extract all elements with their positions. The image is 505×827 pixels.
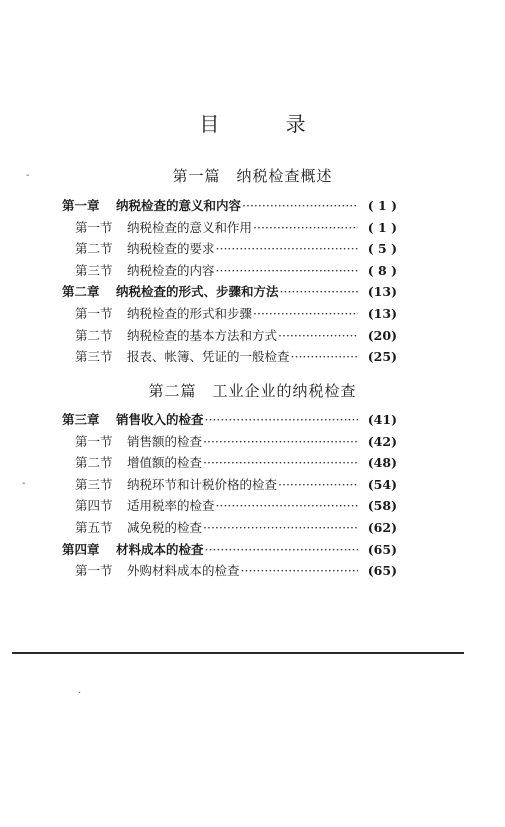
section-title: 报表、帐簿、凭证的一般检查	[127, 349, 290, 365]
section-number: 第一节	[75, 219, 113, 235]
page-number: ( 1 )	[367, 219, 397, 235]
dot-leader	[242, 198, 358, 213]
section-title: 外购材料成本的检查	[127, 563, 240, 579]
toc-section-row	[62, 475, 397, 497]
chapter-number: 第一章	[62, 198, 100, 213]
dot-leader	[203, 520, 358, 535]
toc-chapter-row	[62, 282, 397, 304]
section-number: 第一节	[75, 563, 113, 579]
page-number: (41)	[367, 412, 397, 427]
part-name: 工业企业的纳税检查	[212, 382, 357, 400]
section-title: 减免税的检查	[127, 519, 203, 535]
section-number: 第二节	[75, 327, 113, 343]
dot-leader	[216, 498, 358, 513]
section-number: 第三节	[75, 262, 113, 278]
dot-leader	[253, 220, 358, 235]
section-number: 第二节	[75, 241, 113, 257]
page-number: (42)	[367, 433, 397, 449]
page-number: (65)	[367, 541, 397, 557]
scan-speck: -	[22, 478, 26, 489]
scan-speck: -	[26, 170, 30, 181]
dot-leader	[280, 284, 358, 299]
toc-list	[62, 196, 397, 369]
dot-leader	[291, 349, 358, 364]
toc-section-row	[62, 261, 397, 283]
chapter-number: 第二章	[62, 284, 100, 300]
section-title: 纳税环节和计税价格的检查	[127, 476, 278, 492]
part-name: 纳税检查概述	[236, 167, 333, 185]
toc-section-row	[62, 518, 397, 540]
dot-leader	[216, 263, 358, 278]
section-number: 第三节	[75, 476, 113, 492]
section-number: 第四节	[75, 498, 113, 514]
part-heading	[0, 165, 505, 186]
toc-section-row	[62, 561, 397, 583]
chapter-title: 材料成本的检查	[116, 541, 204, 557]
section-number: 第一节	[75, 433, 113, 449]
page-number: (58)	[367, 498, 397, 514]
dot-leader	[216, 241, 358, 256]
toc-list	[62, 410, 397, 583]
part-label: 第一篇	[172, 167, 221, 185]
section-title: 纳税检查的形式和步骤	[127, 305, 253, 321]
page-number: (13)	[367, 284, 397, 300]
toc-section-row	[62, 218, 397, 240]
section-title: 适用税率的检查	[127, 498, 215, 514]
horizontal-rule	[12, 652, 464, 654]
toc-chapter-row	[62, 410, 397, 432]
toc-section-row	[62, 347, 397, 369]
section-title: 纳税检查的内容	[127, 262, 215, 278]
section-title: 纳税检查的意义和作用	[127, 219, 253, 235]
part-label: 第二篇	[148, 382, 197, 400]
chapter-title: 纳税检查的形式、步骤和方法	[116, 284, 279, 300]
dot-leader	[278, 477, 358, 492]
page-number: ( 5 )	[367, 241, 397, 257]
chapter-title: 纳税检查的意义和内容	[116, 198, 242, 213]
section-number: 第三节	[75, 349, 113, 365]
page-number: (54)	[367, 476, 397, 492]
dot-leader	[205, 542, 358, 557]
dot-leader	[203, 455, 358, 470]
page-number: (20)	[367, 327, 397, 343]
section-title: 增值额的检查	[127, 455, 203, 471]
toc-section-row	[62, 496, 397, 518]
dot-leader	[278, 328, 358, 343]
section-number: 第二节	[75, 455, 113, 471]
dot-leader	[203, 434, 358, 449]
page-number: (65)	[367, 563, 397, 579]
toc-section-row	[62, 304, 397, 326]
page-title: 目 录	[199, 112, 336, 136]
dot-leader	[241, 563, 358, 578]
toc-section-row	[62, 326, 397, 348]
page-number: (25)	[367, 349, 397, 365]
section-number: 第一节	[75, 305, 113, 321]
section-number: 第五节	[75, 519, 113, 535]
toc-section-row	[62, 453, 397, 475]
page-number: ( 1 )	[367, 198, 397, 213]
toc-section-row	[62, 432, 397, 454]
toc-chapter-row	[62, 540, 397, 562]
dot-leader	[253, 306, 358, 321]
dot-leader	[205, 412, 358, 427]
section-title: 纳税检查的要求	[127, 241, 215, 257]
part-heading	[0, 380, 505, 401]
page-number: ( 8 )	[367, 262, 397, 278]
page-number: (13)	[367, 305, 397, 321]
chapter-number: 第四章	[62, 541, 100, 557]
chapter-number: 第三章	[62, 412, 100, 427]
page-number: (62)	[367, 519, 397, 535]
section-title: 销售额的检查	[127, 433, 203, 449]
page-number: (48)	[367, 455, 397, 471]
chapter-title: 销售收入的检查	[116, 412, 204, 427]
toc-section-row	[62, 239, 397, 261]
section-title: 纳税检查的基本方法和方式	[127, 327, 278, 343]
toc-chapter-row	[62, 196, 397, 218]
scan-speck: ·	[78, 688, 82, 699]
